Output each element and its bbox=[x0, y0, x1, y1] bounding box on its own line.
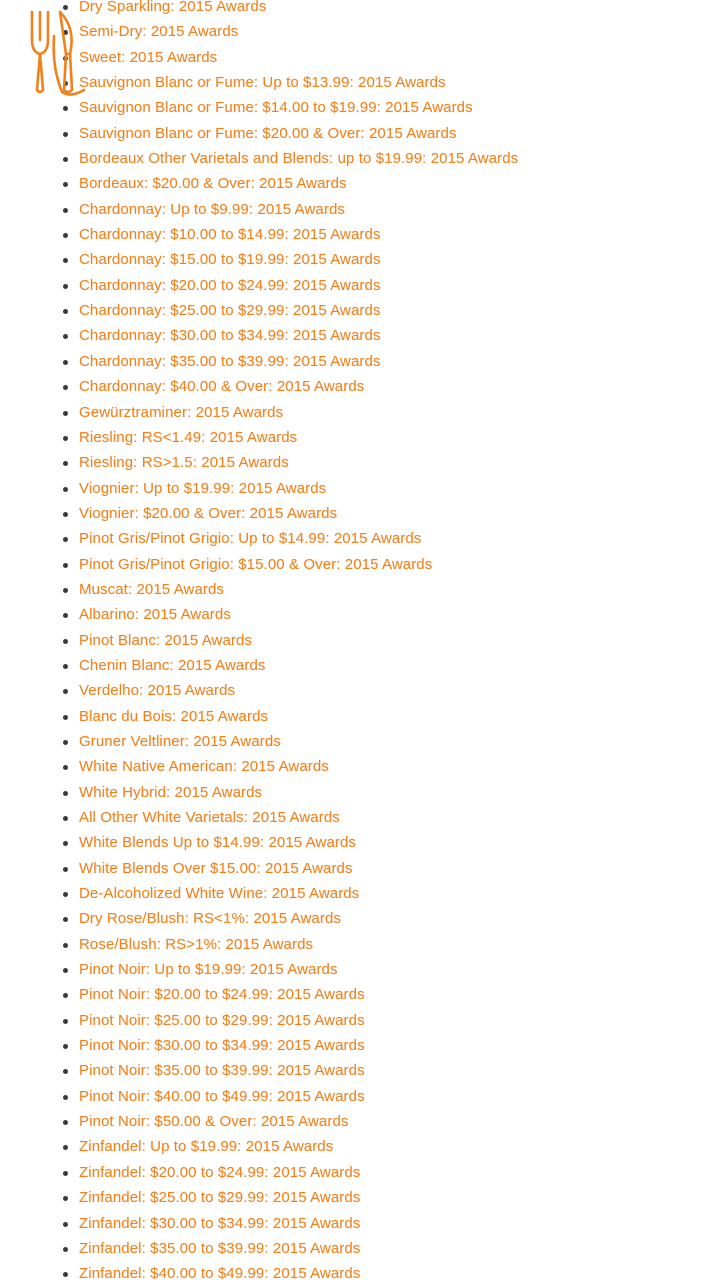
list-item bbox=[0, 830, 720, 855]
award-link[interactable]: Pinot Noir: $25.00 to $29.99: 2015 Awards bbox=[79, 1011, 365, 1029]
bullet-icon bbox=[63, 563, 68, 568]
list-item bbox=[0, 450, 720, 475]
list-item bbox=[0, 476, 720, 501]
bullet-icon bbox=[63, 740, 68, 745]
list-item bbox=[0, 932, 720, 957]
award-link[interactable]: All Other White Varietals: 2015 Awards bbox=[79, 809, 340, 826]
bullet-icon bbox=[63, 132, 68, 137]
award-link[interactable]: Zinfandel: $25.00 to $29.99: 2015 Awards bbox=[79, 1189, 361, 1207]
list-item bbox=[0, 577, 720, 602]
bullet-icon bbox=[63, 1095, 68, 1100]
list-item bbox=[0, 1185, 720, 1210]
list-item bbox=[0, 856, 720, 881]
bullet-icon bbox=[63, 487, 68, 492]
award-link[interactable]: Chardonnay: $15.00 to $19.99: 2015 Awards bbox=[79, 251, 381, 269]
bullet-icon bbox=[63, 360, 68, 365]
bullet-icon bbox=[63, 233, 68, 238]
list-item bbox=[0, 526, 720, 551]
award-link[interactable]: Chardonnay: $10.00 to $14.99: 2015 Awards bbox=[79, 226, 381, 244]
list-item bbox=[0, 780, 720, 805]
bullet-icon bbox=[63, 385, 68, 390]
list-item bbox=[0, 374, 720, 399]
list-item bbox=[0, 146, 720, 171]
bullet-icon bbox=[63, 816, 68, 821]
bullet-icon bbox=[63, 943, 68, 948]
list-item bbox=[0, 552, 720, 577]
bullet-icon bbox=[63, 106, 68, 111]
award-link[interactable]: Riesling: RS<1.49: 2015 Awards bbox=[79, 428, 298, 446]
list-item bbox=[0, 171, 720, 196]
list-item bbox=[0, 273, 720, 298]
bullet-icon bbox=[63, 309, 68, 314]
award-link[interactable]: Sauvignon Blanc or Fume: $14.00 to $19.99: 2015 Awards bbox=[79, 99, 473, 117]
bullet-icon bbox=[63, 157, 68, 162]
bullet-icon bbox=[63, 968, 68, 973]
bullet-icon bbox=[63, 1272, 68, 1277]
award-link[interactable]: Dry Rose/Blush: RS<1%: 2015 Awards bbox=[79, 910, 342, 928]
award-link[interactable]: Zinfandel: $35.00 to $39.99: 2015 Awards bbox=[79, 1239, 361, 1257]
award-link[interactable]: Viognier: $20.00 & Over: 2015 Awards bbox=[79, 504, 338, 522]
list-item bbox=[0, 19, 720, 44]
list-item bbox=[0, 1109, 720, 1134]
bullet-icon bbox=[63, 1019, 68, 1024]
list-item bbox=[0, 628, 720, 653]
award-link[interactable]: Chardonnay: $25.00 to $29.99: 2015 Awards bbox=[79, 302, 381, 320]
award-link[interactable]: Dry Sparkling: 2015 Awards bbox=[79, 0, 267, 15]
bullet-icon bbox=[63, 689, 68, 694]
award-link[interactable]: Pinot Noir: $35.00 to $39.99: 2015 Awards bbox=[79, 1062, 365, 1080]
award-link[interactable]: Zinfandel: $20.00 to $24.99: 2015 Awards bbox=[79, 1163, 361, 1181]
list-item bbox=[0, 400, 720, 425]
bullet-icon bbox=[63, 461, 68, 466]
list-item bbox=[0, 704, 720, 729]
list-item bbox=[0, 1033, 720, 1058]
award-link[interactable]: Chardonnay: $40.00 & Over: 2015 Awards bbox=[79, 378, 365, 396]
bullet-icon bbox=[63, 512, 68, 517]
fork-knife-icon[interactable] bbox=[14, 8, 90, 96]
award-link[interactable]: White Blends Up to $14.99: 2015 Awards bbox=[79, 834, 357, 852]
list-item bbox=[0, 425, 720, 450]
bullet-icon bbox=[63, 715, 68, 720]
bullet-icon bbox=[63, 841, 68, 846]
list-item bbox=[0, 906, 720, 931]
list-item bbox=[0, 197, 720, 222]
list-item bbox=[0, 805, 720, 830]
award-link[interactable]: Pinot Gris/Pinot Grigio: $15.00 & Over: 2015 Awards bbox=[79, 555, 433, 573]
list-item bbox=[0, 298, 720, 323]
list-item bbox=[0, 501, 720, 526]
bullet-icon bbox=[63, 588, 68, 593]
award-link[interactable]: De-Alcoholized White Wine: 2015 Awards bbox=[79, 885, 360, 903]
list-item bbox=[0, 957, 720, 982]
list-item bbox=[0, 1058, 720, 1083]
award-link[interactable]: Blanc du Bois: 2015 Awards bbox=[79, 707, 269, 725]
list-item bbox=[0, 754, 720, 779]
award-link[interactable]: Zinfandel: $30.00 to $34.99: 2015 Awards bbox=[79, 1214, 361, 1232]
bullet-icon bbox=[63, 892, 68, 897]
award-link[interactable]: Rose/Blush: RS>1%: 2015 Awards bbox=[79, 935, 314, 953]
award-link[interactable]: White Blends Over $15.00: 2015 Awards bbox=[79, 859, 353, 877]
award-link[interactable]: Pinot Noir: $20.00 to $24.99: 2015 Awards bbox=[79, 986, 365, 1004]
list-item bbox=[0, 95, 720, 120]
list-item bbox=[0, 678, 720, 703]
award-link[interactable]: Albarino: 2015 Awards bbox=[79, 606, 231, 624]
bullet-icon bbox=[63, 613, 68, 618]
list-item bbox=[0, 0, 720, 19]
award-link[interactable]: Pinot Noir: $30.00 to $34.99: 2015 Awards bbox=[79, 1037, 365, 1055]
award-link[interactable]: White Native American: 2015 Awards bbox=[79, 758, 329, 776]
bullet-icon bbox=[63, 182, 68, 187]
award-link[interactable]: Bordeaux Other Varietals and Blends: up to $19.99: 2015 Awards bbox=[79, 150, 519, 168]
award-link[interactable]: Sauvignon Blanc or Fume: Up to $13.99: 2015 Awards bbox=[79, 74, 446, 92]
award-link[interactable]: Bordeaux: $20.00 & Over: 2015 Awards bbox=[79, 175, 347, 193]
award-link[interactable]: Sauvignon Blanc or Fume: $20.00 & Over: 2015 Awards bbox=[79, 124, 457, 142]
list-item bbox=[0, 982, 720, 1007]
list-item bbox=[0, 222, 720, 247]
list-item bbox=[0, 70, 720, 95]
bullet-icon bbox=[63, 1171, 68, 1176]
bullet-icon bbox=[63, 993, 68, 998]
bullet-icon bbox=[63, 1145, 68, 1150]
award-link[interactable]: Gewürztraminer: 2015 Awards bbox=[79, 403, 284, 421]
list-item bbox=[0, 729, 720, 754]
award-link[interactable]: Chardonnay: $35.00 to $39.99: 2015 Awards bbox=[79, 352, 381, 370]
award-link[interactable]: Sweet: 2015 Awards bbox=[79, 48, 218, 66]
bullet-icon bbox=[63, 258, 68, 263]
award-link[interactable]: Pinot Noir: $50.00 & Over: 2015 Awards bbox=[79, 1113, 349, 1131]
bullet-icon bbox=[63, 1044, 68, 1049]
list-item bbox=[0, 247, 720, 272]
award-link[interactable]: Zinfandel: $40.00 to $49.99: 2015 Awards bbox=[79, 1265, 361, 1280]
bullet-icon bbox=[63, 537, 68, 542]
bullet-icon bbox=[63, 867, 68, 872]
award-link[interactable]: Semi-Dry: 2015 Awards bbox=[79, 23, 239, 41]
bullet-icon bbox=[63, 1069, 68, 1074]
award-link[interactable]: Riesling: RS>1.5: 2015 Awards bbox=[79, 454, 289, 472]
bullet-icon bbox=[63, 791, 68, 796]
bullet-icon bbox=[63, 1120, 68, 1125]
bullet-icon bbox=[63, 436, 68, 441]
bullet-icon bbox=[63, 639, 68, 644]
bullet-icon bbox=[63, 765, 68, 770]
bullet-icon bbox=[63, 284, 68, 289]
list-item bbox=[0, 1084, 720, 1109]
bullet-icon bbox=[63, 1247, 68, 1252]
list-item bbox=[0, 881, 720, 906]
award-link[interactable]: Chardonnay: Up to $9.99: 2015 Awards bbox=[79, 200, 346, 218]
award-link[interactable]: Verdelho: 2015 Awards bbox=[79, 682, 236, 700]
list-item bbox=[0, 1134, 720, 1159]
list-item bbox=[0, 1211, 720, 1236]
award-link[interactable]: Chenin Blanc: 2015 Awards bbox=[79, 656, 266, 674]
list-item bbox=[0, 1160, 720, 1185]
award-link[interactable]: Gruner Veltliner: 2015 Awards bbox=[79, 732, 281, 750]
bullet-icon bbox=[63, 1222, 68, 1227]
award-link[interactable]: Chardonnay: $20.00 to $24.99: 2015 Awards bbox=[79, 276, 381, 294]
award-link[interactable]: Pinot Gris/Pinot Grigio: Up to $14.99: 2015 Awards bbox=[79, 530, 422, 548]
award-link[interactable]: Pinot Noir: $40.00 to $49.99: 2015 Awards bbox=[79, 1087, 365, 1105]
list-item bbox=[0, 121, 720, 146]
bullet-icon bbox=[63, 1196, 68, 1201]
list-item bbox=[0, 323, 720, 348]
list-item bbox=[0, 653, 720, 678]
list-item bbox=[0, 1261, 720, 1280]
list-item bbox=[0, 1236, 720, 1261]
bullet-icon bbox=[63, 411, 68, 416]
list-item bbox=[0, 602, 720, 627]
award-link[interactable]: Viognier: Up to $19.99: 2015 Awards bbox=[79, 479, 327, 497]
award-link[interactable]: Pinot Noir: Up to $19.99: 2015 Awards bbox=[79, 961, 338, 979]
award-link[interactable]: Zinfandel: Up to $19.99: 2015 Awards bbox=[79, 1138, 334, 1156]
bullet-icon bbox=[63, 208, 68, 213]
bullet-icon bbox=[63, 334, 68, 339]
award-link[interactable]: Pinot Blanc: 2015 Awards bbox=[79, 631, 253, 649]
list-item bbox=[0, 349, 720, 374]
bullet-icon bbox=[63, 917, 68, 922]
list-item bbox=[0, 45, 720, 70]
award-link[interactable]: Chardonnay: $30.00 to $34.99: 2015 Awards bbox=[79, 327, 381, 345]
award-link[interactable]: Muscat: 2015 Awards bbox=[79, 580, 225, 598]
award-link[interactable]: White Hybrid: 2015 Awards bbox=[79, 783, 263, 801]
list-item bbox=[0, 1008, 720, 1033]
bullet-icon bbox=[63, 664, 68, 669]
